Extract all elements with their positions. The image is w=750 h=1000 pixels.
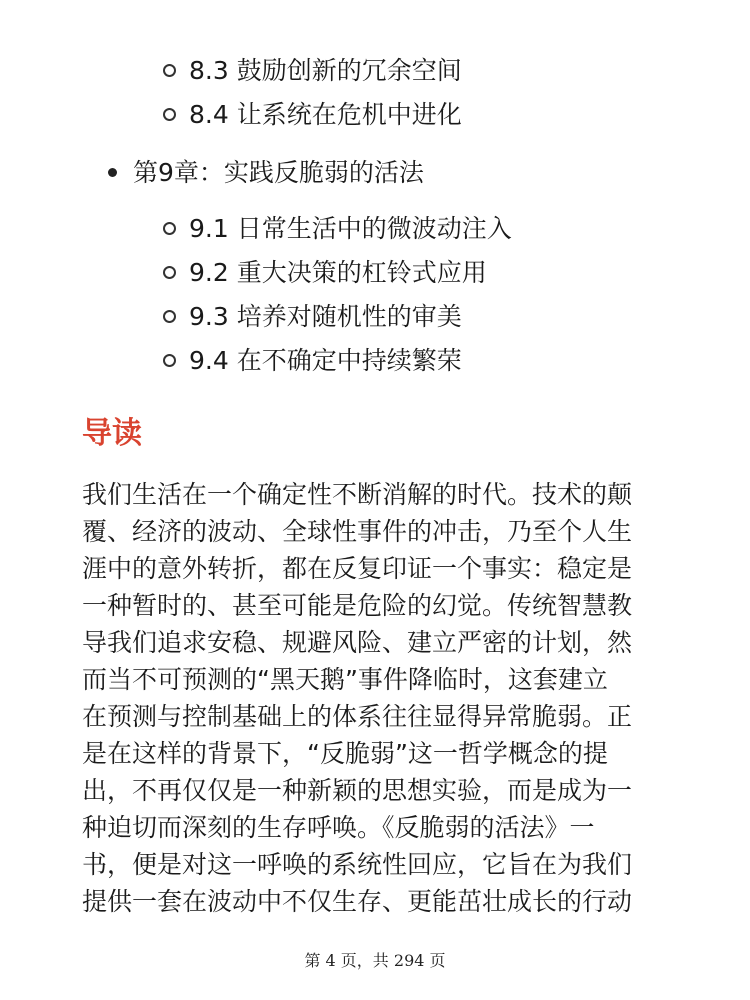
circle-bullet-icon	[163, 310, 176, 323]
paragraph-line: 而当不可预测的“黑天鹅”事件降临时，这套建立	[82, 665, 608, 694]
toc-item-label: 9.4 在不确定中持续繁荣	[189, 346, 462, 375]
paragraph-line: 涯中的意外转折，都在反复印证一个事实：稳定是	[82, 554, 633, 583]
toc-item-label: 9.3 培养对随机性的审美	[189, 302, 462, 331]
toc-item-9-3[interactable]	[163, 301, 462, 333]
toc-item-label: 9.1 日常生活中的微波动注入	[189, 214, 512, 243]
toc-item-8-4[interactable]	[163, 99, 462, 131]
page-number-footer: 第 4 页，共 294 页	[304, 951, 446, 970]
paragraph-line: 在预测与控制基础上的体系往往显得异常脆弱。正	[82, 702, 633, 731]
paragraph-line: 覆、经济的波动、全球性事件的冲击，乃至个人生	[82, 517, 633, 546]
circle-bullet-icon	[163, 64, 176, 77]
toc-chapter-label: 第9章：实践反脆弱的活法	[133, 158, 424, 187]
paragraph-line: 提供一套在波动中不仅生存、更能茁壮成长的行动	[82, 887, 633, 916]
circle-bullet-icon	[163, 222, 176, 235]
paragraph-line: 种迫切而深刻的生存呼唤。《反脆弱的活法》一	[82, 813, 595, 842]
intro-paragraph	[82, 476, 682, 920]
toc-item-8-3[interactable]	[163, 55, 462, 87]
toc-item-label: 9.2 重大决策的杠铃式应用	[189, 258, 487, 287]
paragraph-line: 书，便是对这一呼唤的系统性回应，它旨在为我们	[82, 850, 633, 879]
toc-chapter-9[interactable]	[108, 157, 424, 189]
disc-bullet-icon	[108, 168, 117, 177]
paragraph-line: 是在这样的背景下，“反脆弱”这一哲学概念的提	[82, 739, 608, 768]
toc-item-9-1[interactable]	[163, 213, 512, 245]
paragraph-line: 我们生活在一个确定性不断消解的时代。技术的颠	[82, 480, 633, 509]
circle-bullet-icon	[163, 108, 176, 121]
toc-item-9-2[interactable]	[163, 257, 487, 289]
toc-item-9-4[interactable]	[163, 345, 462, 377]
paragraph-line: 导我们追求安稳、规避风险、建立严密的计划，然	[82, 628, 633, 657]
paragraph-line: 一种暂时的、甚至可能是危险的幻觉。传统智慧教	[82, 591, 633, 620]
circle-bullet-icon	[163, 354, 176, 367]
toc-item-label: 8.3 鼓励创新的冗余空间	[189, 56, 462, 85]
section-heading: 导读	[82, 416, 142, 451]
paragraph-line: 出，不再仅仅是一种新颖的思想实验，而是成为一	[82, 776, 633, 805]
toc-item-label: 8.4 让系统在危机中进化	[189, 100, 462, 129]
circle-bullet-icon	[163, 266, 176, 279]
